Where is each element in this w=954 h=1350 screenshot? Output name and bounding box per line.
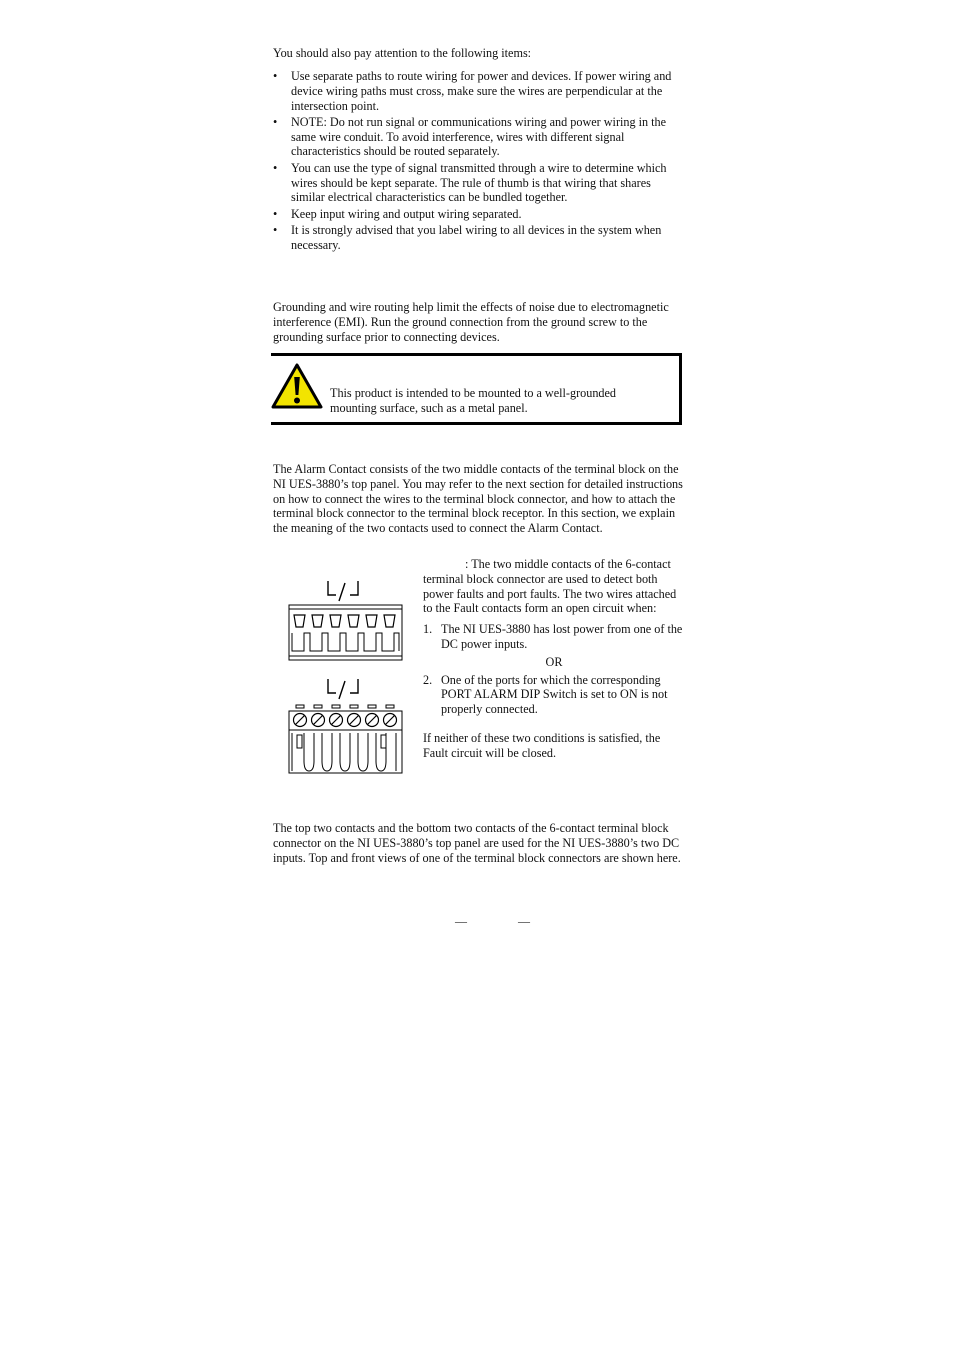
- fault-description: [423, 557, 685, 761]
- relay-contact-symbol: [328, 679, 358, 699]
- power-inputs-paragraph: The top two contacts and the bottom two contacts of the 6-contact terminal block connector on the NI UES-3880’s top panel are used for the NI UES-3880’s two DC inputs. Top and front views of one of the terminal block connectors are shown here.: [273, 821, 681, 865]
- intro-text: You should also pay attention to the following items:: [273, 46, 532, 60]
- warning-text: This product is intended to be mounted to a well-grounded mounting surface, such as a metal panel.: [330, 386, 617, 415]
- grounding-paragraph: Grounding and wire routing help limit the effects of noise due to electromagnetic interference (EMI). Run the ground connection from the ground screw to the grounding surface prior to connecting devices.: [273, 300, 669, 344]
- list-item-text: One of the ports for which the corresponding PORT ALARM DIP Switch is set to ON is not properly connected.: [441, 672, 668, 717]
- or-separator-item: [423, 655, 685, 670]
- fault-closing-text: If neither of these two conditions is satisfied, the Fault circuit will be closed.: [423, 730, 661, 760]
- list-item: • It is strongly advised that you label wiring to all devices in the system when necessary.: [273, 223, 685, 253]
- warning-triangle-icon: [271, 363, 323, 410]
- fault-lead-text: : The two middle contacts of the 6-contact terminal block connector are used to detect both power faults and port faults. The two wires attached to the Fault contacts form an open circuit when:: [423, 557, 677, 616]
- list-item: • Use separate paths to route wiring for power and devices. If power wiring and device wiring paths must cross, make sure the wires are perpendicular at the intersection point.: [273, 69, 685, 113]
- warning-box: [271, 353, 682, 425]
- list-item: • NOTE: Do not run signal or communications wiring and power wiring in the same wire conduit. To avoid interference, wires with different signal characteristics should be routed separately.: [273, 115, 685, 159]
- list-item: [423, 622, 685, 652]
- page-number: — —: [455, 914, 554, 928]
- list-number: 1.: [423, 622, 433, 637]
- alarm-contact-paragraph: The Alarm Contact consists of the two middle contacts of the terminal block on the NI UES-3880’s top panel. You may refer to the next section for detailed instructions on how to connect the wires to the terminal block connector, and how to attach the terminal block connector to the terminal block receptor. In this section, we explain the meaning of the two contacts used to connect the Alarm Contact.: [273, 462, 683, 536]
- terminal-block-diagram: [288, 575, 406, 775]
- terminal-block-top-view: [289, 605, 402, 660]
- relay-contact-symbol: [328, 581, 358, 601]
- terminal-block-front-view: [289, 705, 402, 773]
- list-number: 2.: [423, 672, 433, 687]
- list-item: [423, 673, 685, 717]
- list-item-text: The NI UES-3880 has lost power from one of the DC power inputs.: [441, 622, 683, 651]
- wiring-guidelines-list: [273, 69, 685, 254]
- or-separator: OR: [545, 654, 563, 669]
- list-item: • Keep input wiring and output wiring separated.: [273, 207, 685, 222]
- list-item: • You can use the type of signal transmitted through a wire to determine which wires should be kept separate. The rule of thumb is that wiring that shares similar electrical characteristics can be bundled together.: [273, 161, 685, 205]
- fault-conditions-list: [423, 622, 685, 717]
